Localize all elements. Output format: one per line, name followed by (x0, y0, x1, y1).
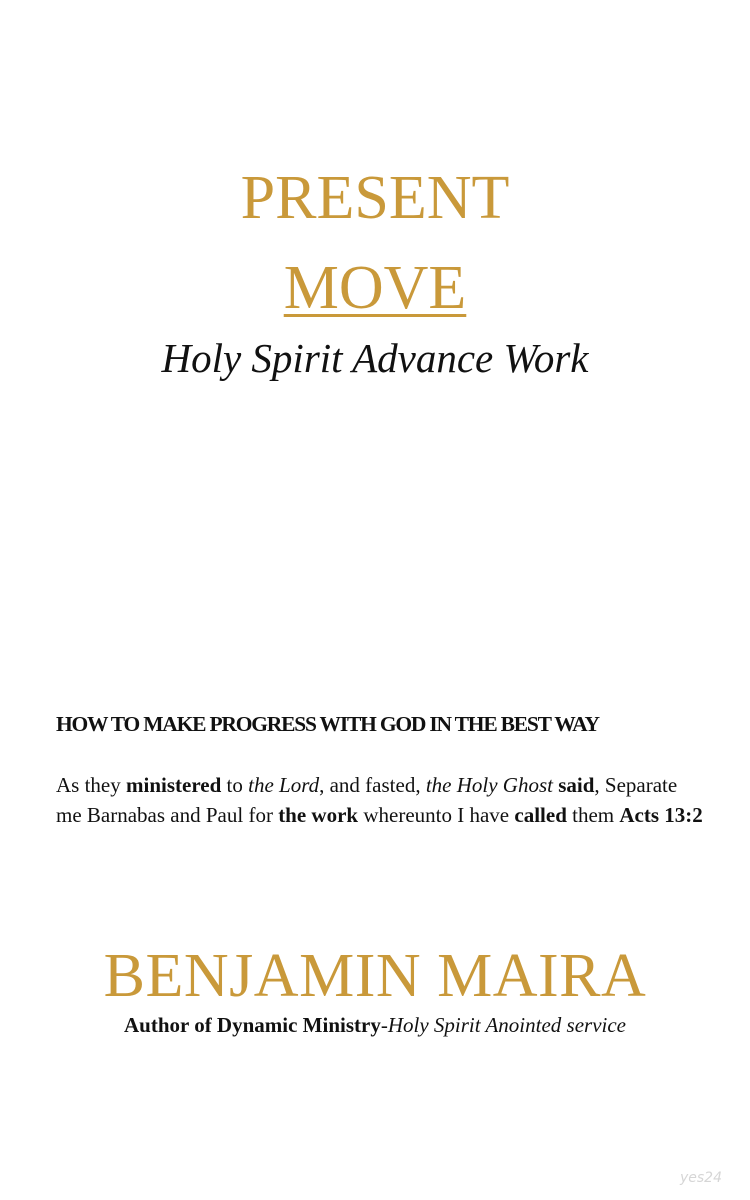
author-credit (0, 1013, 750, 1038)
verse-bold-called: called (514, 803, 567, 827)
verse-text: to (221, 773, 249, 797)
verse-bold-ministered: ministered (126, 773, 222, 797)
verse-italic-holy-ghost: the Holy Ghost (425, 773, 553, 797)
scripture-quote (56, 770, 706, 830)
title-line-move: MOVE (283, 254, 467, 322)
author-name: BENJAMIN MAIRA (103, 942, 647, 1010)
verse-text: , and fasted, (319, 773, 426, 797)
subtitle: Holy Spirit Advance Work (161, 335, 589, 381)
tagline-heading: HOW TO MAKE PROGRESS WITH GOD IN THE BEST WAY (56, 712, 599, 736)
watermark-logo: yes24 (679, 1170, 722, 1186)
author-credit-book: Author of Dynamic Ministry (123, 1013, 381, 1037)
verse-text: whereunto I have (358, 803, 515, 827)
title-line-present: PRESENT (240, 164, 510, 232)
verse-text: As they (56, 773, 126, 797)
verse-text: them (566, 803, 620, 827)
verse-bold-said: said (558, 773, 595, 797)
verse-text: , Separate me Barnabas and Paul for (56, 773, 678, 827)
author-credit-subtitle: Holy Spirit Anointed service (387, 1013, 626, 1037)
author-credit-separator: - (380, 1013, 388, 1037)
verse-italic-lord: the Lord (248, 773, 320, 797)
verse-bold-the-work: the work (278, 803, 359, 827)
verse-reference: Acts 13:2 (619, 803, 703, 827)
